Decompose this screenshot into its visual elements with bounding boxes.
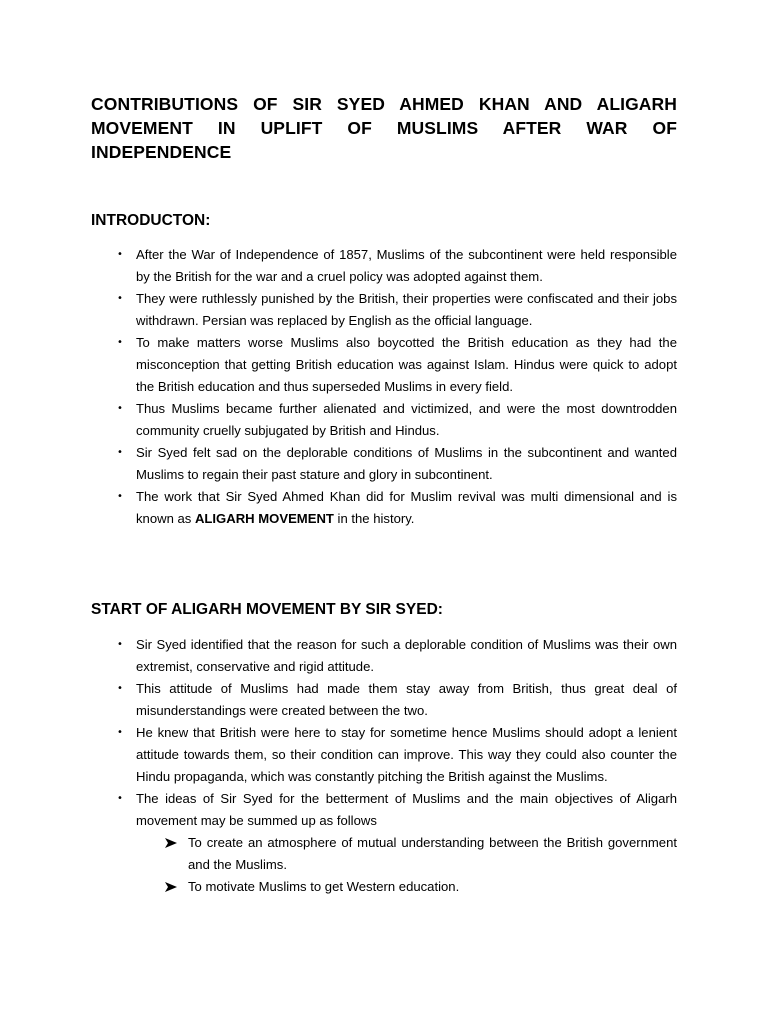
bullet-icon: • bbox=[117, 337, 123, 348]
bullet-icon: • bbox=[117, 639, 123, 650]
intro-bullet-text: Sir Syed felt sad on the deplorable conditions of Muslims in the subcontinent and wanted Muslims to regain their past stature and glory in subcontinent. bbox=[136, 445, 677, 482]
bullet-icon: • bbox=[117, 293, 123, 304]
intro-bullet-list bbox=[91, 244, 677, 530]
start-bullet-item bbox=[91, 788, 677, 898]
intro-bullet-item bbox=[91, 442, 677, 486]
start-bullet-text: He knew that British were here to stay for sometime hence Muslims should adopt a lenient attitude towards them, so their condition can improve. This way they could also counter the Hindu propaganda, which was constantly pitching the British against the Muslims. bbox=[136, 725, 677, 784]
bullet-icon: • bbox=[117, 683, 123, 694]
document-title: CONTRIBUTIONS OF SIR SYED AHMED KHAN AND ALIGARH MOVEMENT IN UPLIFT OF MUSLIMS AFTER WAR OF INDEPENDENCE bbox=[91, 94, 677, 162]
bullet-icon: • bbox=[117, 793, 123, 804]
intro-bullet-text: They were ruthlessly punished by the British, their properties were confiscated and their jobs withdrawn. Persian was replaced by English as the official language. bbox=[136, 291, 677, 328]
intro-bullet-item bbox=[91, 486, 677, 530]
objective-text: To motivate Muslims to get Western education. bbox=[188, 879, 460, 894]
intro-heading: INTRODUCTON: bbox=[91, 212, 211, 229]
bullet-icon: • bbox=[117, 447, 123, 458]
intro-bullet-text: Thus Muslims became further alienated and victimized, and were the most downtrodden community cruelly subjugated by British and Hindus. bbox=[136, 401, 677, 438]
start-bullet-text: The ideas of Sir Syed for the betterment of Muslims and the main objectives of Aligarh movement may be summed up as follows bbox=[136, 791, 677, 828]
intro-bullet-text: To make matters worse Muslims also boycotted the British education as they had the misconception that getting British education was against Islam. Hindus were quick to adopt the British education and thus superseded Muslims in every field. bbox=[136, 335, 677, 394]
arrowhead-bullet-icon bbox=[165, 882, 177, 892]
bullet-icon: • bbox=[117, 491, 123, 502]
arrowhead-bullet-icon bbox=[165, 838, 177, 848]
start-bullet-list bbox=[91, 634, 677, 898]
objective-sub-item bbox=[136, 832, 677, 876]
intro-bullet-item bbox=[91, 288, 677, 332]
bullet-icon: • bbox=[117, 727, 123, 738]
intro-bullet-text-before: The work that Sir Syed Ahmed Khan did for Muslim revival was multi dimensional and is known as bbox=[136, 489, 677, 526]
intro-bullet-item bbox=[91, 244, 677, 288]
start-bullet-text: This attitude of Muslims had made them stay away from British, thus great deal of misunderstandings were created between the two. bbox=[136, 681, 677, 718]
bullet-icon: • bbox=[117, 249, 123, 260]
intro-bullet-text: After the War of Independence of 1857, Muslims of the subcontinent were held responsible by the British for the war and a cruel policy was adopted against them. bbox=[136, 247, 677, 284]
objective-text: To create an atmosphere of mutual understanding between the British government and the Muslims. bbox=[188, 835, 677, 872]
intro-bullet-item bbox=[91, 332, 677, 398]
aligarh-movement-term: ALIGARH MOVEMENT bbox=[194, 511, 334, 526]
bullet-icon: • bbox=[117, 403, 123, 414]
start-bullet-item bbox=[91, 634, 677, 678]
objectives-sub-list bbox=[136, 832, 677, 898]
start-bullet-item bbox=[91, 722, 677, 788]
start-bullet-item bbox=[91, 678, 677, 722]
intro-bullet-item bbox=[91, 398, 677, 442]
start-bullet-text: Sir Syed identified that the reason for such a deplorable condition of Muslims was their own extremist, conservative and rigid attitude. bbox=[136, 637, 677, 674]
intro-bullet-text-after: in the history. bbox=[333, 511, 415, 526]
objective-sub-item bbox=[136, 876, 677, 898]
start-heading: START OF ALIGARH MOVEMENT BY SIR SYED: bbox=[91, 601, 443, 618]
